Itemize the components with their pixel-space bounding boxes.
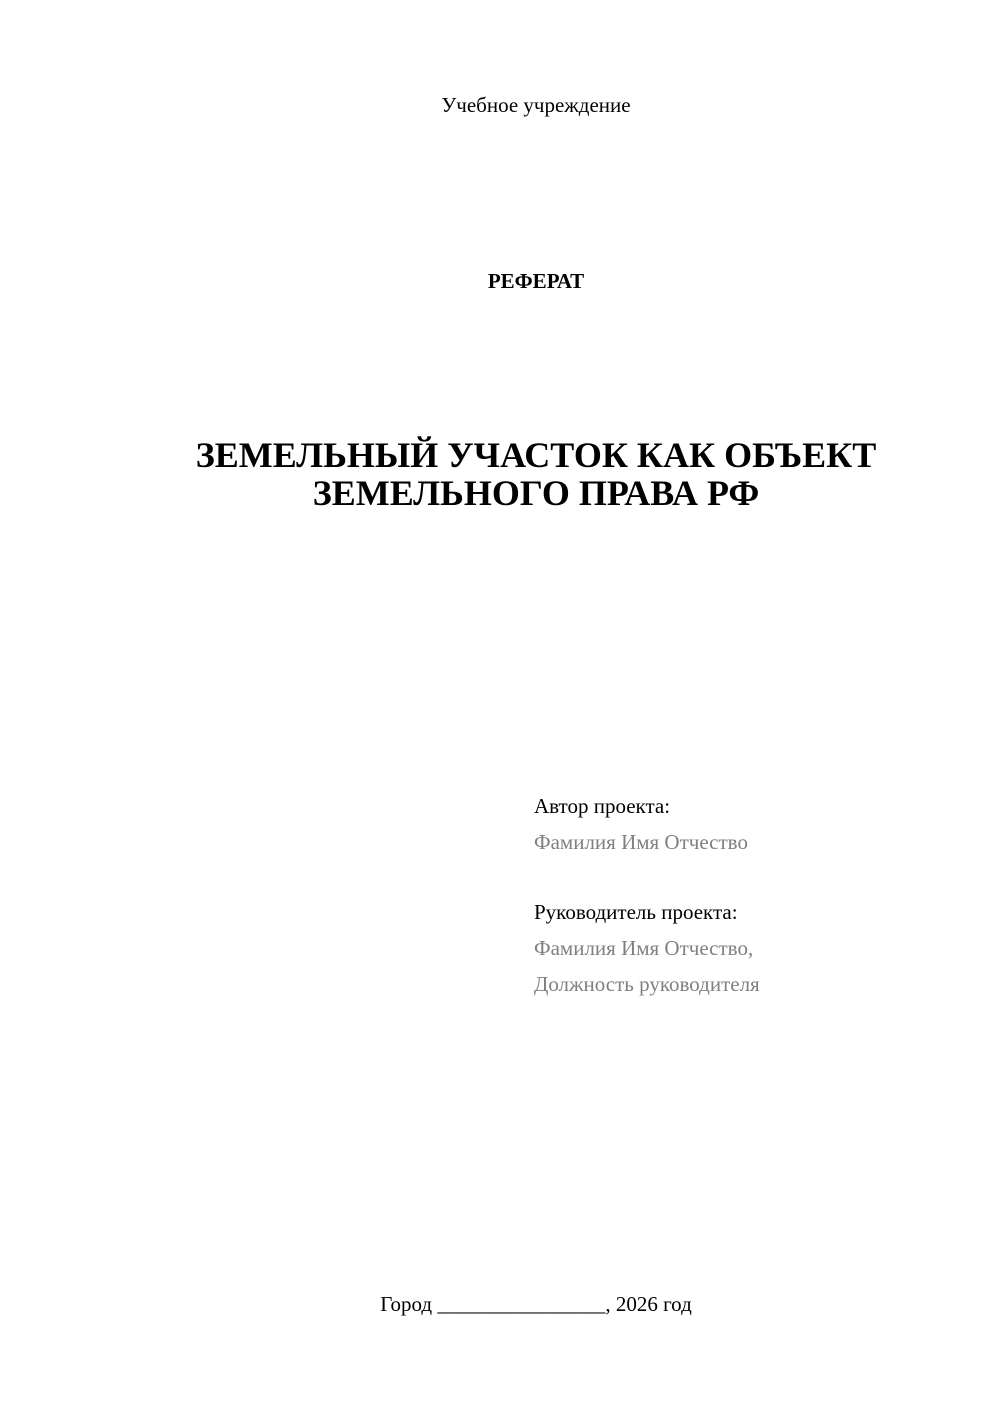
supervisor-name: Фамилия Имя Отчество, (534, 936, 754, 960)
title-line-2: ЗЕМЕЛЬНОГО ПРАВА РФ (312, 473, 760, 513)
document-title (0, 436, 1000, 512)
supervisor-position: Должность руководителя (534, 972, 760, 996)
supervisor-label: Руководитель проекта: (534, 900, 738, 924)
credits-block (534, 788, 974, 1002)
city-year-line: Город ________________, 2026 год (380, 1292, 692, 1316)
title-line-1: ЗЕМЕЛЬНЫЙ УЧАСТОК КАК ОБЪЕКТ (195, 435, 877, 475)
author-name: Фамилия Имя Отчество (534, 830, 748, 854)
credits-spacer (534, 860, 974, 894)
author-label: Автор проекта: (534, 794, 671, 818)
institution-name: Учебное учреждение (441, 93, 631, 117)
document-type: РЕФЕРАТ (487, 269, 585, 293)
